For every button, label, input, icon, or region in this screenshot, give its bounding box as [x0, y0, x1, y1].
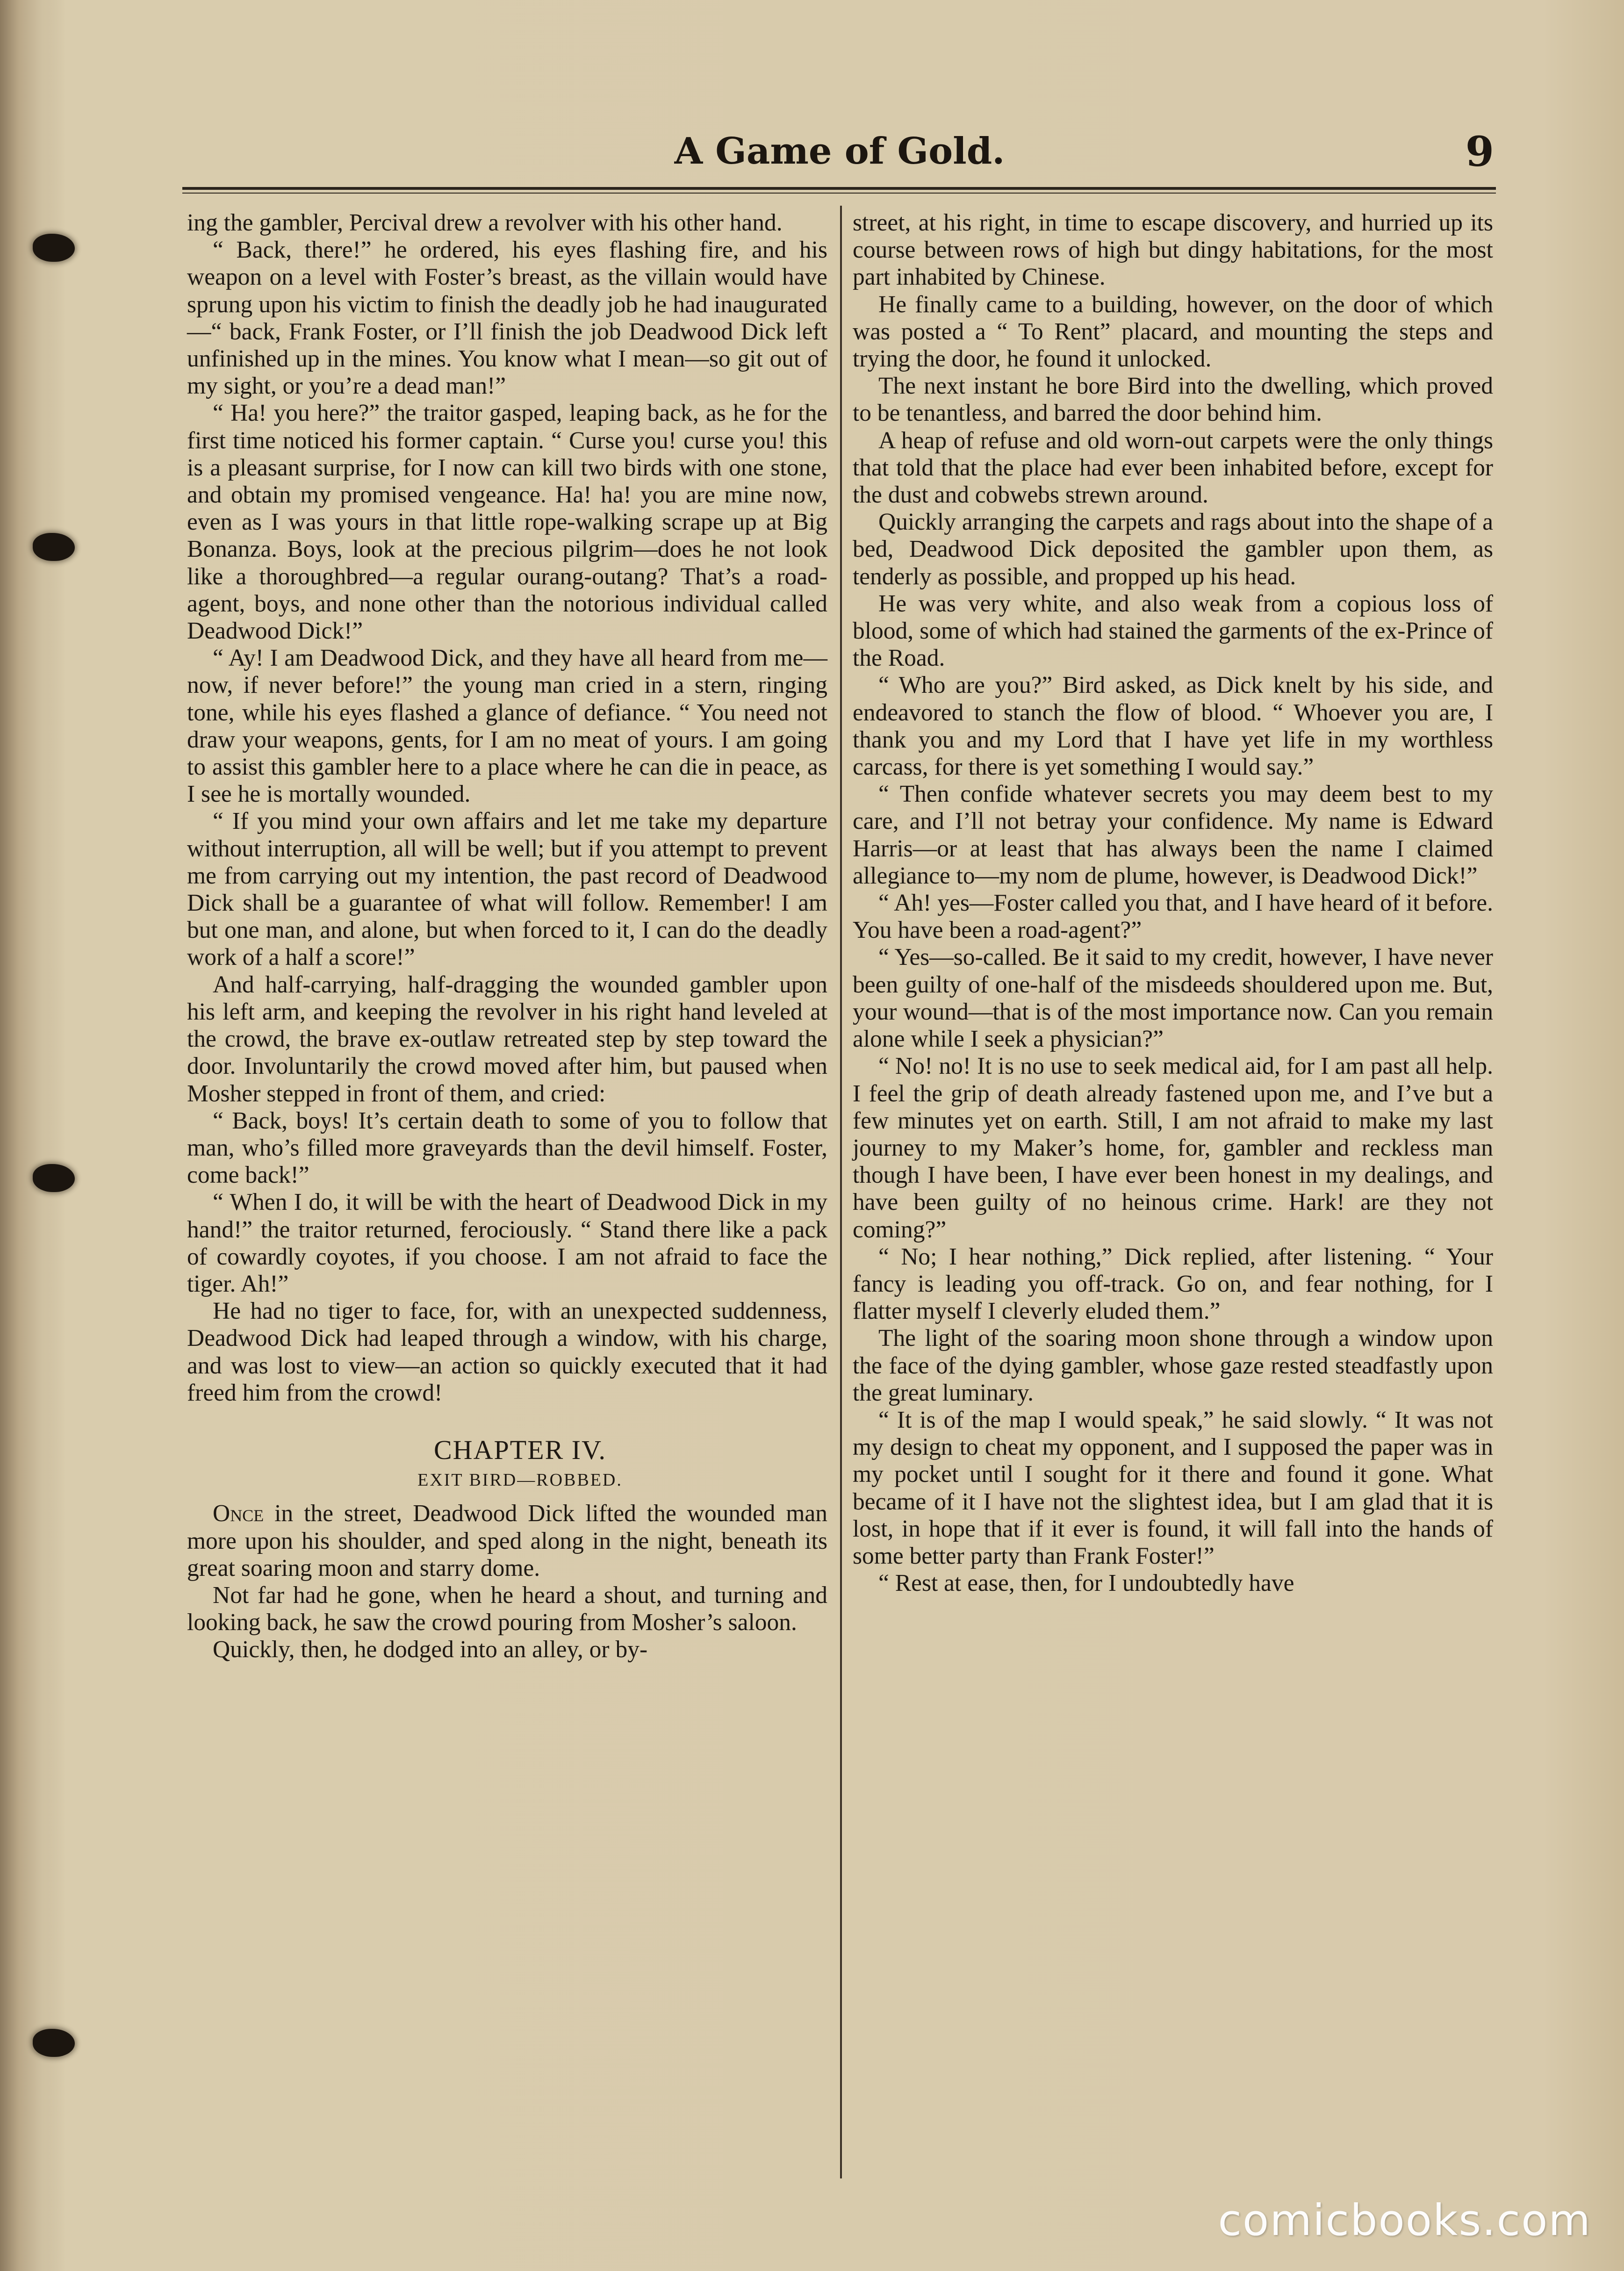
- paragraph: He had no tiger to face, for, with an unexpected suddenness, Deadwood Dick had leaped through a window, with his charge, and was lost to view—an action so quickly executed that it had freed him from the crowd!: [187, 1298, 827, 1406]
- left-column-body: [187, 209, 827, 1407]
- paragraph: “ When I do, it will be with the heart of Deadwood Dick in my hand!” the traitor returned, ferociously. “ Stand there like a pack of cowardly coyotes, if you choose. I am not afraid to face the tiger. Ah!”: [187, 1189, 827, 1297]
- paragraph: The light of the soaring moon shone through a window upon the face of the dying gambler, whose gaze rested steadfastly upon the great luminary.: [853, 1325, 1493, 1406]
- paragraph: And half-carrying, half-dragging the wounded gambler upon his left arm, and keeping the revolver in his right hand leveled at the crowd, the brave ex-outlaw retreated step by step toward the door. Involuntarily the crowd moved after him, but paused when Mosher stepped in front of them, and cried:: [187, 971, 827, 1107]
- paragraph: The next instant he bore Bird into the dwelling, which proved to be tenantless, and barred the door behind him.: [853, 373, 1493, 427]
- chapter-subtitle: EXIT BIRD—ROBBED.: [417, 1470, 623, 1490]
- column-divider: [840, 206, 842, 2178]
- chapter-opening-paragraph: [187, 1500, 827, 1582]
- page-binding-edge: [0, 0, 65, 2271]
- paragraph: Quickly arranging the carpets and rags about into the shape of a bed, Deadwood Dick deposited the gambler upon them, as tenderly as possible, and propped up his head.: [853, 509, 1493, 590]
- chapter-opening-text: in the street, Deadwood Dick lifted the wounded man more upon his shoulder, and sped along in the night, beneath its great soaring moon and starry dome.: [187, 1500, 827, 1581]
- paragraph: “ Who are you?” Bird asked, as Dick knelt by his side, and endeavored to stanch the flow of blood. “ Whoever you are, I thank you and my Lord that I have yet life in my worthless carcass, for there is yet something I would say.”: [853, 672, 1493, 781]
- paragraph: Not far had he gone, when he heard a shout, and turning and looking back, he saw the crowd pouring from Mosher’s saloon.: [187, 1581, 827, 1636]
- paragraph: “ If you mind your own affairs and let me take my departure without interruption, all will be well; but if you attempt to prevent me from carrying out my intention, the past record of Deadwood Dick shall be a guarantee of what will follow. Remember! I am but one man, and alone, but when forced to it, I can do the deadly work of a half a score!”: [187, 808, 827, 971]
- chapter-title: CHAPTER IV.: [434, 1434, 606, 1465]
- paragraph: “ It is of the map I would speak,” he said slowly. “ It was not my design to cheat my opponent, and I supposed the paper was in my pocket until I sought for it there and found it gone. What became of it I have not the slightest idea, but I am glad that it is lost, in hope that if it ever is found, it will fall into the hands of some better party than Frank Foster!”: [853, 1406, 1493, 1569]
- binding-hole: [33, 533, 75, 561]
- paragraph: “ Rest at ease, then, for I undoubtedly have: [878, 1570, 1294, 1597]
- paragraph: “ Then confide whatever secrets you may deem best to my care, and I’ll not betray your confidence. My name is Edward Harris—or at least that has always been the name I claimed allegiance to—my nom de plume, however, is Deadwood Dick!”: [853, 781, 1493, 889]
- page-header: [185, 126, 1494, 182]
- right-column: [853, 209, 1493, 1597]
- paragraph: “ No! no! It is no use to seek medical aid, for I am past all help. I feel the grip of death already fastened upon me, and I’ve but a few minutes yet on earth. Still, I am not afraid to make my last journey to my Maker’s home, for, gambler and reckless man though I have been, I have ever been honest in my dealings, and have been guilty of no heinous crime. Hark! are they not coming?”: [853, 1053, 1493, 1243]
- paragraph: ing the gambler, Percival drew a revolver with his other hand.: [187, 209, 783, 236]
- paragraph: “ Back, there!” he ordered, his eyes flashing fire, and his weapon on a level with Foster’s breast, as the villain would have sprung upon his victim to finish the deadly job he had inaugurated—“ back, Frank Foster, or I’ll finish the job Deadwood Dick left unfinished up in the mines. You know what I mean—so git out of my sight, or you’re a dead man!”: [187, 237, 827, 400]
- chapter-first-word: Once: [213, 1500, 264, 1527]
- binding-hole: [33, 2029, 75, 2057]
- left-column-after-chapter: [187, 1582, 827, 1664]
- right-column-body: [853, 209, 1493, 1597]
- running-title: A Game of Gold.: [674, 130, 1005, 172]
- paragraph: “ No; I hear nothing,” Dick replied, after listening. “ Your fancy is leading you off-track. Go on, and fear nothing, for I flatter myself I cleverly eluded them.”: [853, 1243, 1493, 1325]
- paragraph: “ Back, boys! It’s certain death to some of you to follow that man, who’s filled more graveyards than the devil himself. Foster, come back!”: [187, 1107, 827, 1189]
- paragraph: He finally came to a building, however, on the door of which was posted a “ To Rent” placard, and mounting the steps and trying the door, he found it unlocked.: [853, 291, 1493, 373]
- header-rule: [182, 193, 1496, 194]
- paragraph: “ Ah! yes—Foster called you that, and I have heard of it before. You have been a road-agent?”: [853, 890, 1493, 944]
- left-column: [187, 209, 827, 1664]
- binding-hole: [33, 234, 75, 262]
- paragraph: street, at his right, in time to escape discovery, and hurried up its course between rows of high but dingy habitations, for the most part inhabited by Chinese.: [853, 209, 1493, 291]
- paragraph: Quickly, then, he dodged into an alley, or by-: [213, 1636, 648, 1663]
- header-rule: [182, 187, 1496, 190]
- paragraph: “ Ay! I am Deadwood Dick, and they have all heard from me—now, if never before!” the young man cried in a stern, ringing tone, while his eyes flashed a glance of defiance. “ You need not draw your weapons, gents, for I am no meat of yours. I am going to assist this gambler here to a place where he can die in peace, as I see he is mortally wounded.: [187, 645, 827, 808]
- paragraph: “ Ha! you here?” the traitor gasped, leaping back, as he for the first time noticed his former captain. “ Curse you! curse you! this is a pleasant surprise, for I now can kill two birds with one stone, and obtain my promised vengeance. Ha! ha! you are mine now, even as I was yours in that little rope-walking scrape up at Big Bonanza. Boys, look at the precious pilgrim—does he not look like a thoroughbred—a regular ourang-outang? That’s a road-agent, boys, and none other than the notorious individual called Deadwood Dick!”: [187, 400, 827, 645]
- binding-hole: [33, 1164, 75, 1192]
- watermark: comicbooks.com: [1218, 2195, 1591, 2245]
- paragraph: He was very white, and also weak from a copious loss of blood, some of which had stained the garments of the ex-Prince of the Road.: [853, 590, 1493, 672]
- paragraph: “ Yes—so-called. Be it said to my credit, however, I have never been guilty of one-half of the misdeeds shouldered upon me. But, your wound—that is of the most importance now. Can you remain alone while I seek a physician?”: [853, 944, 1493, 1053]
- paragraph: A heap of refuse and old worn-out carpets were the only things that told that the place had ever been inhabited before, except for the dust and cobwebs strewn around.: [853, 427, 1493, 509]
- page-number: 9: [1465, 127, 1494, 176]
